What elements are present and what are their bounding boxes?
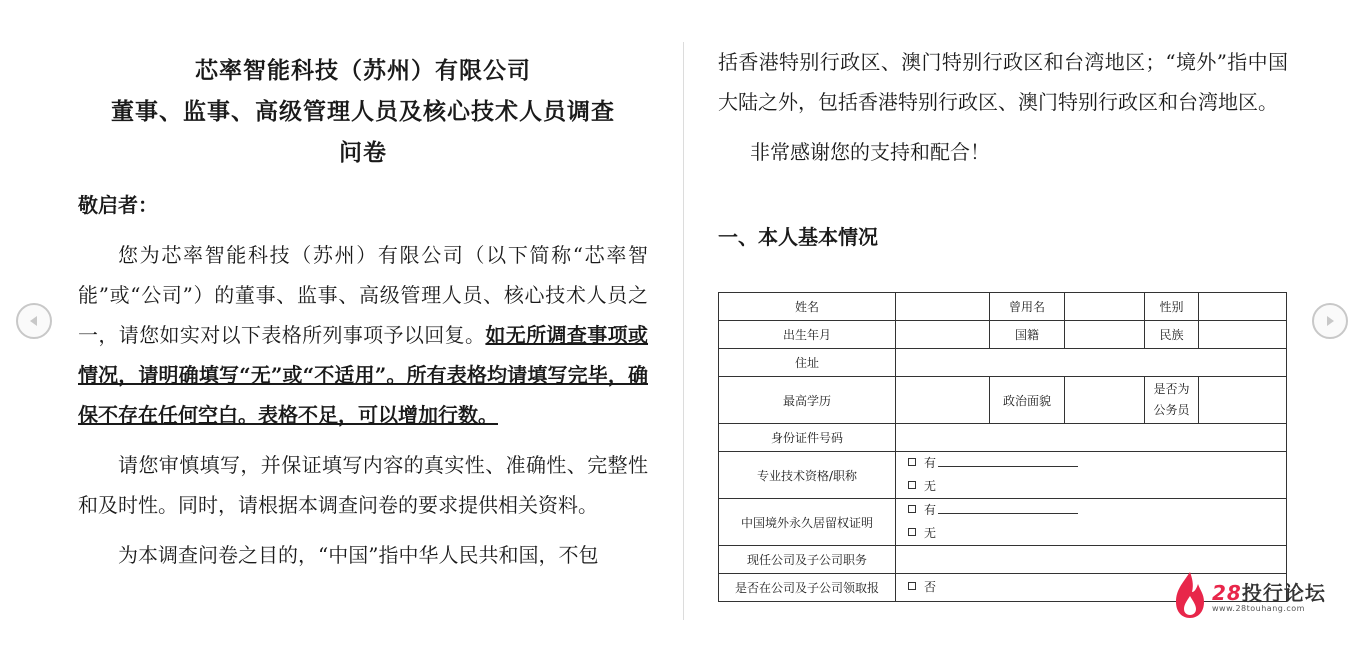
birth-label: 出生年月 [719,321,896,349]
option-no[interactable]: 无 [908,522,1282,545]
logo-title: 28投行论坛 [1212,581,1326,605]
table-row [719,321,1287,349]
section-heading: 一、本人基本情况 [718,225,878,249]
chevron-left-icon [27,314,41,328]
id-label: 身份证件号码 [719,424,896,452]
option-yes[interactable]: 有 [908,499,1282,522]
right-page [718,0,1288,252]
ethnicity-label: 民族 [1145,321,1199,349]
definition-continued: 括香港特别行政区、澳门特别行政区和台湾地区；“境外”指中国大陆之外，包括香港特别行政区、澳门特别行政区和台湾地区。 [718,50,1288,114]
instruction-paragraph: 请您审慎填写，并保证填写内容的真实性、准确性、完整性和及时性。同时，请根据本调查问卷的要求提供相关资料。 [78,453,648,517]
option-yes[interactable]: 有 [908,452,1282,475]
checkbox-icon[interactable] [908,528,916,536]
address-input[interactable] [896,349,1287,377]
definition-paragraph: 为本调查问卷之目的，“中国”指中华人民共和国，不包 [118,543,599,567]
birth-input[interactable] [896,321,990,349]
civil-servant-label: 是否为公务员 [1145,377,1199,424]
professional-options [896,452,1287,499]
intro-paragraph [78,235,648,435]
political-label: 政治面貌 [990,377,1065,424]
option-no[interactable]: 否 [908,576,1282,599]
political-input[interactable] [1065,377,1145,424]
checkbox-icon[interactable] [908,582,916,590]
education-label: 最高学历 [719,377,896,424]
greeting: 敬启者： [78,193,158,217]
education-input[interactable] [896,377,990,424]
name-label: 姓名 [719,293,896,321]
previous-page-button[interactable] [16,303,52,339]
thanks-line: 非常感谢您的支持和配合！ [750,140,990,164]
chevron-right-icon [1323,314,1337,328]
current-role-label: 现任公司及子公司职务 [719,546,896,574]
forum-logo[interactable] [1172,570,1326,620]
logo-text [1212,577,1326,613]
nationality-label: 国籍 [990,321,1065,349]
logo-url: www.28touhang.com [1212,604,1305,613]
checkbox-icon[interactable] [908,458,916,466]
table-row [719,424,1287,452]
option-no[interactable]: 无 [908,475,1282,498]
table-row [719,452,1287,499]
overseas-label: 中国境外永久居留权证明 [719,499,896,546]
gender-label: 性别 [1145,293,1199,321]
basic-info-table [718,292,1287,602]
checkbox-icon[interactable] [908,505,916,513]
survey-title-cont: 问卷 [339,139,387,166]
left-page [78,0,648,575]
fill-line [938,456,1078,467]
ethnicity-input[interactable] [1199,321,1287,349]
overseas-options [896,499,1287,546]
former-name-input[interactable] [1065,293,1145,321]
former-name-label: 曾用名 [990,293,1065,321]
address-label: 住址 [719,349,896,377]
flame-icon [1172,570,1208,620]
intro-text: 您为芯率智能科技（苏州）有限公司（以下简称“芯率智能”或“公司”）的董事、监事、高级管理人员、核心技术人员之一，请您如实对以下表格所列事项予以回复。 [78,243,648,347]
table-row [719,499,1287,546]
professional-label: 专业技术资格/职称 [719,452,896,499]
table-row [719,293,1287,321]
id-input[interactable] [896,424,1287,452]
fill-line [938,503,1078,514]
next-page-button[interactable] [1312,303,1348,339]
company-title: 芯率智能科技（苏州）有限公司 [195,57,531,84]
table-row [719,349,1287,377]
salary-label: 是否在公司及子公司领取报 [719,574,896,602]
checkbox-icon[interactable] [908,481,916,489]
survey-title: 董事、监事、高级管理人员及核心技术人员调查 [111,98,615,125]
table-row [719,377,1287,424]
intro-emphasis: 如无所调查事项或情况，请明确填写“无”或“不适用”。所有表格均请填写完毕，确保不存在任何空白。表格不足，可以增加行数。 [78,323,649,427]
nationality-input[interactable] [1065,321,1145,349]
gender-input[interactable] [1199,293,1287,321]
name-input[interactable] [896,293,990,321]
civil-servant-input[interactable] [1199,377,1287,424]
page-divider [683,42,684,620]
